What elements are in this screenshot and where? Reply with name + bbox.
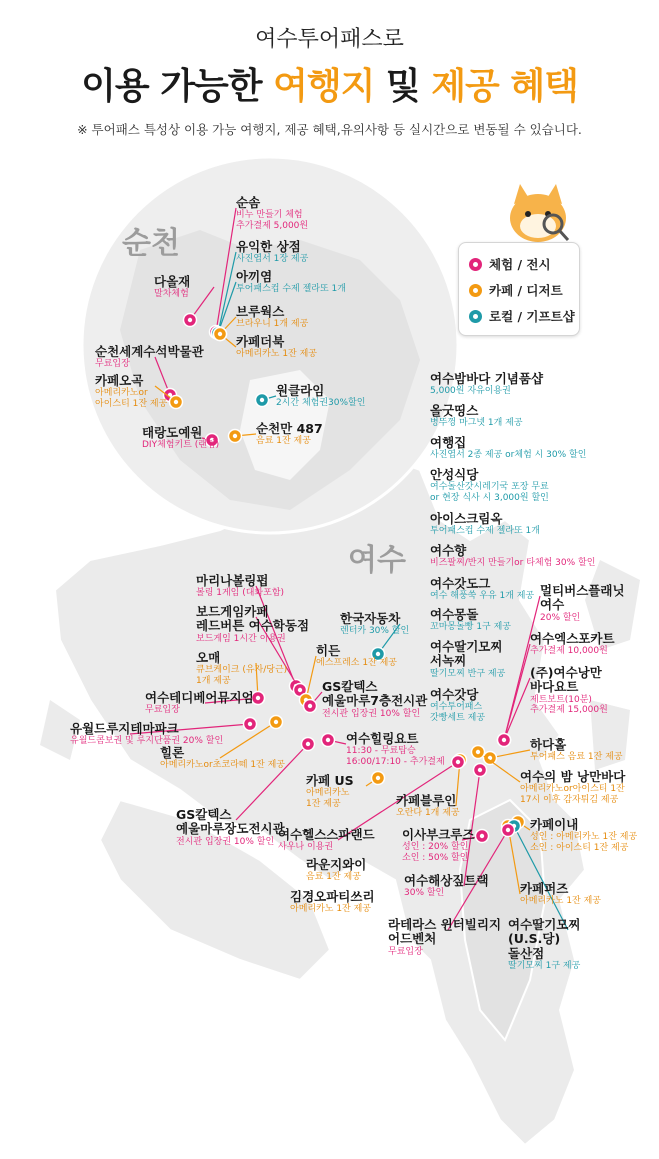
- place-benefit: 투어패스컵 수제 젤라또 1개: [236, 284, 346, 295]
- place-benefit: 볼링 1게임 (대화포함): [196, 588, 285, 599]
- legend-label: 체험 / 전시: [489, 257, 551, 272]
- place-name: 여수테디베어뮤지엄: [145, 690, 254, 705]
- place-benefit: 병뚜껑 마그넷 1개 제공: [430, 418, 523, 429]
- place-suncheon-akkim: [236, 270, 346, 295]
- place-name: 아끼염: [236, 269, 273, 284]
- map-pin-center: [274, 720, 278, 724]
- place-name: 한국자동차: [340, 611, 401, 626]
- place-name: 카페퍼즈: [520, 881, 569, 896]
- place-name: 아이스크림옥: [430, 511, 503, 526]
- place-name: 브루웍스: [236, 304, 285, 319]
- place-name: 라테라스 윈터빌리지 어드벤처: [388, 917, 502, 947]
- place-name: GS칼텍스 예울마루7층전시관: [322, 679, 428, 709]
- place-benefit: 말차체험: [154, 289, 189, 300]
- place-yeosu-healthspa: [278, 828, 375, 853]
- place-name: 여수딸기모찌 (U.S.당) 돌산점: [508, 917, 581, 961]
- place-benefit: 에스프레소 1잔 제공: [316, 658, 398, 669]
- place-yeosu-bamubada: [430, 372, 543, 397]
- map-pin-center: [233, 434, 237, 438]
- place-yeosu-hillingyacht: [346, 732, 445, 767]
- place-benefit: 음료 1잔 제공: [256, 436, 311, 447]
- place-name: 마리나볼링펍: [196, 573, 269, 588]
- title-highlight-destinations: 여행지: [273, 66, 375, 107]
- place-benefit: 아메리카노or초코라떼 1잔 제공: [160, 760, 285, 771]
- place-name: 여행집: [430, 435, 467, 450]
- map-pin-center: [478, 768, 482, 772]
- place-benefit: 5,000원 자유이용권: [430, 386, 511, 397]
- place-yeosu-icecream: [430, 512, 540, 537]
- map-pin-center: [308, 704, 312, 708]
- place-yeosu-bowling: [196, 574, 284, 599]
- place-yeosu-hiden: [316, 644, 397, 669]
- place-yeosu-seazip: [404, 874, 489, 899]
- map-pin-center: [306, 742, 310, 746]
- place-suncheon-cafeduk: [236, 335, 317, 360]
- place-benefit: 비즈팔찌/반지 만들기or 타체험 30% 할인: [430, 558, 596, 569]
- place-benefit: 무료입장: [388, 946, 423, 957]
- place-name: 김경오파티쓰리: [290, 889, 375, 904]
- place-benefit: 꼬마몽돌빵 1구 제공: [430, 622, 512, 633]
- place-benefit: 유월드콤보권 및 루지단품권 20% 할인: [70, 736, 224, 747]
- place-suncheon-wonkeul: [276, 384, 365, 409]
- place-benefit: 브라우니 1개 제공: [236, 319, 309, 330]
- map-pin-center: [480, 834, 484, 838]
- place-name: 유익한 상점: [236, 239, 301, 254]
- place-yeosu-cafeinae: [530, 818, 637, 853]
- place-benefit: 투어패스 음료 1잔 제공: [530, 752, 623, 763]
- place-yeosu-gyeongo: [290, 890, 375, 915]
- place-yeosu-gs-jangdo: [176, 808, 285, 847]
- place-yeosu-gatdang: [430, 688, 485, 723]
- place-benefit: 비누 만들기 체험 추가결제 5,000원: [236, 210, 309, 231]
- place-name: 순천세계수석박물관: [95, 344, 204, 359]
- place-benefit: 아메리카노 1잔 제공: [290, 904, 372, 915]
- place-yeosu-mongdol: [430, 608, 511, 633]
- place-suncheon-ogok: [95, 374, 167, 409]
- place-yeosu-x-sportscart: [530, 632, 615, 657]
- place-name: 여수갓당: [430, 687, 479, 702]
- place-name: 여수딸기모찌 서녹찌: [430, 639, 503, 669]
- legend-label: 로컬 / 기프트샵: [489, 309, 575, 324]
- place-name: 여수밤바다 기념품샵: [430, 371, 544, 386]
- place-benefit: 여수 해풍쑥 우유 1개 제공: [430, 591, 535, 602]
- place-benefit: 제트보트(10분) 추가결제 15,000원: [530, 694, 608, 716]
- map-pin-center: [506, 828, 510, 832]
- place-name: 태랑도예원: [142, 425, 203, 440]
- leader-line: [218, 282, 236, 333]
- place-name: 여수의 밤 낭만바다: [520, 769, 626, 784]
- place-benefit: 추가결제 10,000원: [530, 646, 608, 657]
- place-name: 카페 US: [306, 773, 354, 788]
- place-yeosu-ddalgi-seonuk: [430, 640, 505, 679]
- place-benefit: DIY체험키트 (랜덤): [142, 440, 220, 451]
- notice-text: ※ 투어패스 특성상 이용 가능 여행지, 제공 혜택,유의사항 등 실시간으로 변동될 수 있습니다.: [77, 122, 582, 137]
- place-benefit: 아메리카노 1잔 제공: [520, 896, 602, 907]
- place-yeosu-cafepeoz: [520, 882, 601, 907]
- place-name: 원클라임: [276, 383, 325, 398]
- place-name: 여수헬스스파랜드: [278, 827, 375, 842]
- map-pin-center: [188, 318, 192, 322]
- place-name: 다올재: [154, 274, 191, 289]
- leader-line: [504, 644, 530, 740]
- map-pin-center: [298, 688, 302, 692]
- map-pin-center: [248, 722, 252, 726]
- place-name: (주)여수낭만 바다요트: [530, 665, 602, 695]
- place-suncheon-taerangdo: [142, 426, 219, 451]
- place-benefit: 사진엽서 1장 제공: [236, 254, 309, 265]
- place-yeosu-gatdog: [430, 577, 534, 602]
- place-yeosu-multiverse: [540, 584, 625, 623]
- leader-line: [216, 208, 236, 332]
- place-yeosu-haengjip: [430, 436, 586, 461]
- map-pin-center: [502, 738, 506, 742]
- place-benefit: 여수투어패스 갓빵세트 제공: [430, 702, 486, 723]
- map-pin-center: [218, 332, 222, 336]
- place-benefit: 딸기모찌 반구 제공: [430, 668, 506, 679]
- place-name: 하다홀: [530, 737, 567, 752]
- map-pin-center: [376, 776, 380, 780]
- map-pin-center: [326, 738, 330, 742]
- place-name: 여수힐링요트: [346, 731, 419, 746]
- place-name: 힐론: [160, 745, 185, 760]
- place-benefit: 음료 1잔 제공: [306, 872, 361, 883]
- place-benefit: 전시관 입장권 10% 할인: [176, 836, 275, 847]
- place-name: 여수향: [430, 543, 467, 558]
- place-benefit: 2시간 체험권30%할인: [276, 398, 366, 409]
- place-benefit: 사진엽서 2종 제공 or체험 시 30% 할인: [430, 450, 587, 461]
- place-yeosu-omae: [196, 651, 287, 686]
- place-name: 카페이내: [530, 817, 579, 832]
- map-pin-center: [174, 400, 178, 404]
- map-pin-center: [456, 760, 460, 764]
- place-name: 멀티버스플래닛 여수: [540, 583, 625, 613]
- place-benefit: 딸기모찌 1구 제공: [508, 961, 581, 972]
- place-name: 카페오곡: [95, 373, 144, 388]
- place-name: 순솜: [236, 195, 261, 210]
- place-yeosu-nightbada: [520, 770, 625, 805]
- place-benefit: 성인 : 20% 할인 소인 : 50% 할인: [402, 842, 469, 863]
- legend-label: 카페 / 디저트: [489, 283, 563, 298]
- place-benefit: 렌터카 30% 할인: [340, 626, 410, 637]
- place-yeosu-cafeblue: [396, 794, 460, 819]
- place-yeosu-hyang: [430, 544, 595, 569]
- place-suncheon-daolje: [154, 275, 190, 300]
- place-benefit: 성인 : 아메리카노 1잔 제공 소인 : 아이스티 1잔 제공: [530, 832, 638, 853]
- place-yeosu-isabu: [402, 828, 474, 863]
- place-yeosu-lounge: [306, 858, 366, 883]
- place-benefit: 오란다 1개 제공: [396, 808, 460, 819]
- place-yeosu-laterraz: [388, 918, 501, 957]
- place-name: 안성식당: [430, 467, 479, 482]
- place-benefit: 아메리카노 1잔 제공: [236, 349, 318, 360]
- title-highlight-benefits: 제공 혜택: [431, 66, 578, 107]
- place-name: 여수몽돌: [430, 607, 479, 622]
- place-benefit: 30% 할인: [404, 888, 445, 899]
- place-name: 카페블루인: [396, 793, 457, 808]
- place-name: 유월드루지테마파크: [70, 721, 179, 736]
- place-name: GS칼텍스 예울마루장도전시관: [176, 807, 285, 837]
- place-benefit: 사우나 이용권: [278, 842, 334, 853]
- place-yeosu-teddy: [145, 691, 254, 716]
- place-yeosu-ddalgi-dolsan: [508, 918, 580, 971]
- place-benefit: 전시관 입장권 10% 할인: [322, 708, 421, 719]
- place-benefit: 아메리카노or 아이스티 1잔 제공: [95, 388, 168, 409]
- place-benefit: 투어패스컵 수제 젤라또 1개: [430, 526, 540, 537]
- place-suncheon-sunsom: [236, 196, 308, 231]
- place-suncheon-487: [256, 422, 323, 447]
- place-benefit: 무료입장: [145, 705, 180, 716]
- place-name: 여수엑스포카트: [530, 631, 615, 646]
- place-name: 여수해상짚트랙: [404, 873, 489, 888]
- place-name: 순천만 487: [256, 421, 323, 436]
- place-yeosu-gs7: [322, 680, 427, 719]
- place-yeosu-rentcar: [340, 612, 409, 637]
- place-benefit: 아메리카노 1잔 제공: [306, 788, 350, 809]
- region-label-yeosu: 여수: [348, 543, 406, 578]
- title-part1: 이용 가능한: [81, 66, 274, 107]
- place-yeosu-youworld: [70, 722, 223, 747]
- map-pin-center: [260, 398, 264, 402]
- place-name: 라운지와이: [306, 857, 367, 872]
- place-suncheon-yuikhan: [236, 240, 308, 265]
- map-pin-center: [256, 696, 260, 700]
- place-name: 보드게임카페 레드버튼 여수학동점: [196, 604, 310, 634]
- place-benefit: 보드게임 1시간 이용권: [196, 633, 286, 644]
- place-benefit: 20% 할인: [540, 612, 581, 623]
- place-yeosu-anseong: [430, 468, 549, 503]
- place-benefit: 큐브케이크 (유자/당근) 1개 제공: [196, 665, 288, 686]
- region-label-suncheon: 순천: [122, 226, 180, 261]
- place-name: 올굿띵스: [430, 403, 479, 418]
- place-suncheon-museum: [95, 345, 204, 370]
- place-yeosu-hillon: [160, 746, 285, 771]
- place-name: 오매: [196, 650, 221, 665]
- place-benefit: 11:30 - 무료탑승 16:00/17:10 - 추가결제: [346, 746, 445, 767]
- place-name: 히든: [316, 643, 341, 658]
- place-yeosu-boardgame: [196, 605, 309, 644]
- title-part2: 및: [374, 66, 432, 107]
- header-subtitle: 여수투어패스로: [255, 27, 404, 52]
- place-name: 여수갓도그: [430, 576, 491, 591]
- place-name: 이사부크루즈: [402, 827, 475, 842]
- place-yeosu-nangman-yacht: [530, 666, 608, 715]
- place-yeosu-hadahol: [530, 738, 623, 763]
- map-pin-center: [476, 750, 480, 754]
- place-yeosu-olgut: [430, 404, 523, 429]
- place-benefit: 여수돌산갓시레기국 포장 무료 or 현장 식사 시 3,000원 할인: [430, 482, 549, 503]
- place-name: 카페더북: [236, 334, 285, 349]
- place-suncheon-brewworks: [236, 305, 308, 330]
- place-benefit: 무료입장: [95, 359, 130, 370]
- place-yeosu-cafeus: [306, 774, 354, 809]
- place-benefit: 아메리카노or아이스티 1잔 17시 이후 감자튀김 제공: [520, 784, 625, 805]
